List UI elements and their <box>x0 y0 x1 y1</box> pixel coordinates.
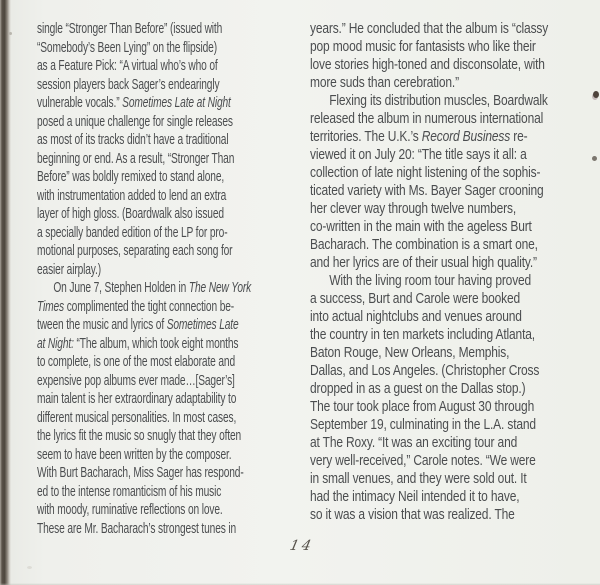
text-line <box>310 470 598 488</box>
text-line <box>37 242 295 261</box>
text-column-left <box>37 20 295 538</box>
text-segment: Flexing its distribution muscles, Boardwalk <box>329 92 548 109</box>
text-segment: tween the music and lyrics of <box>37 316 167 333</box>
italic-text-segment: at Night: <box>37 334 74 352</box>
text-segment: and her lyrics are of their usual high quality.” <box>310 254 537 271</box>
text-line <box>310 416 598 434</box>
text-line <box>37 261 295 280</box>
text-segment: September 19, culminating in the L.A. stand <box>310 416 536 433</box>
text-segment: layer of high gloss. (Boardwalk also issued <box>37 205 224 222</box>
text-line <box>310 146 598 164</box>
text-segment: complimented the tight connection be- <box>63 297 235 315</box>
text-segment: years.” He concluded that the album is “classy <box>310 20 549 37</box>
text-segment: viewed it on July 20: “The title says it all: a <box>310 146 527 163</box>
text-segment: seem to have been written by the composer. <box>37 445 232 463</box>
text-line <box>310 218 598 236</box>
text-line <box>310 182 598 200</box>
text-line <box>37 20 295 39</box>
text-line <box>310 362 598 380</box>
text-line <box>37 372 295 391</box>
text-segment: These are Mr. Bacharach’s strongest tunes in <box>37 519 237 537</box>
text-segment: a success, Burt and Carole were booked <box>310 290 521 307</box>
text-line <box>310 20 598 38</box>
text-line <box>310 326 598 344</box>
text-segment: easier airplay.) <box>37 260 101 278</box>
text-line <box>37 57 295 76</box>
text-segment: territories. The U.K.’s <box>310 128 422 145</box>
text-line <box>310 110 598 128</box>
text-segment: On June 7, Stephen Holden in <box>53 279 189 296</box>
text-segment: The tour took place from August 30 through <box>310 398 535 415</box>
text-line <box>310 38 598 56</box>
text-segment: Before” was boldly remixed to stand alone, <box>37 168 225 185</box>
text-segment: main talent is her extraordinary adaptability to <box>37 390 237 407</box>
text-line <box>310 254 598 272</box>
text-segment: ed to the intense romanticism of his music <box>37 482 222 500</box>
text-line <box>37 224 295 243</box>
text-segment: as a Feature Pick: “A virtual who’s who of <box>37 57 218 74</box>
text-segment: with instrumentation added to lend an extra <box>37 186 227 204</box>
text-segment: had the intimacy Neil intended it to have, <box>310 488 520 505</box>
text-segment: posed a unique challenge for single releases <box>37 112 233 130</box>
text-segment: with moody, ruminative reflections on love. <box>37 501 223 518</box>
page-number: 14 <box>288 538 316 554</box>
page-spine-shadow <box>0 0 11 585</box>
text-line <box>310 434 598 452</box>
text-segment: at The Roxy. “It was an exciting tour and <box>310 434 518 451</box>
scan-speck <box>592 156 597 161</box>
text-segment: expensive pop albums ever made…[Sager’s] <box>37 371 235 389</box>
text-line <box>37 113 295 132</box>
text-line <box>310 290 598 308</box>
text-segment: Bacharach. The combination is a smart one, <box>310 236 538 253</box>
text-line <box>310 74 598 92</box>
text-line <box>310 398 598 416</box>
text-segment: collection of late night listening of the sophis- <box>310 164 541 181</box>
text-segment: vulnerable vocals.” <box>37 94 123 111</box>
text-line <box>310 380 598 398</box>
text-segment: love stories high-toned and disconsolate, with <box>310 56 545 73</box>
text-segment: to complete, is one of the most elaborate and <box>37 353 236 370</box>
text-line <box>37 279 295 298</box>
text-segment: more suds than cerebration.” <box>310 74 459 91</box>
text-segment: re- <box>510 128 528 145</box>
text-segment: the lyrics fit the music so snugly that they often <box>37 427 242 444</box>
italic-text-segment: Times <box>37 297 64 315</box>
text-segment: With the living room tour having proved <box>329 272 532 289</box>
text-line <box>37 205 295 224</box>
text-segment: pop mood music for fantasists who like their <box>310 38 536 55</box>
text-segment: “Somebody’s Been Lying” on the flipside) <box>37 38 217 56</box>
text-line <box>310 272 598 290</box>
text-line <box>37 409 295 428</box>
text-segment: Dallas, and Los Angeles. (Christopher Cross <box>310 362 540 379</box>
text-segment: With Burt Bacharach, Miss Sager has respond- <box>37 464 244 481</box>
text-segment: the country in ten markets including Atlanta, <box>310 326 535 343</box>
text-line <box>37 446 295 465</box>
text-line <box>37 76 295 95</box>
scan-speck <box>593 91 599 98</box>
text-segment: different musical personalities. In most cases, <box>37 408 237 426</box>
text-segment: very well-received,” Carole notes. “We were <box>310 452 536 469</box>
text-line <box>37 335 295 354</box>
text-segment: single “Stronger Than Before” (issued with <box>37 20 223 37</box>
text-segment: a specially banded edition of the LP for pro- <box>37 223 228 241</box>
text-line <box>37 150 295 169</box>
text-line <box>310 164 598 182</box>
text-line <box>37 464 295 483</box>
text-segment: beginning or end. As a result, “Stronger Than <box>37 149 235 167</box>
text-segment: “The album, which took eight months <box>73 334 239 352</box>
text-segment: dropped in as a guest on the Dallas stop.) <box>310 380 526 397</box>
text-line <box>310 344 598 362</box>
text-segment: Baton Rouge, New Orleans, Memphis, <box>310 344 510 361</box>
text-column-right <box>310 20 598 524</box>
text-segment: ticated variety with Ms. Bayer Sager crooning <box>310 182 544 199</box>
italic-text-segment: Sometimes Late at Night <box>122 94 231 111</box>
text-line <box>310 92 598 110</box>
text-line <box>37 298 295 317</box>
text-line <box>310 236 598 254</box>
scan-speck <box>27 566 32 569</box>
italic-text-segment: The New York <box>188 279 252 296</box>
italic-text-segment: Sometimes Late <box>166 316 239 333</box>
text-line <box>310 56 598 74</box>
text-segment: so it was a vision that was realized. The <box>310 506 515 523</box>
text-segment: motional purposes, separating each song for <box>37 242 233 259</box>
text-line <box>310 200 598 218</box>
text-line <box>37 131 295 150</box>
text-line <box>37 501 295 520</box>
text-segment: session players back Sager’s endearingly <box>37 75 220 93</box>
text-segment: in small venues, and they were sold out. It <box>310 470 527 487</box>
text-line <box>310 128 598 146</box>
text-line <box>37 427 295 446</box>
text-line <box>37 187 295 206</box>
text-segment: her clever way through twelve numbers, <box>310 200 517 217</box>
text-line <box>37 520 295 539</box>
italic-text-segment: Record Business <box>421 128 511 145</box>
text-line <box>37 390 295 409</box>
text-line <box>310 506 598 524</box>
text-segment: released the album in numerous international <box>310 110 544 127</box>
text-segment: as most of its tracks didn’t have a traditional <box>37 131 229 148</box>
text-line <box>37 316 295 335</box>
text-line <box>37 168 295 187</box>
text-line <box>37 483 295 502</box>
scan-speck <box>9 32 12 35</box>
text-line <box>310 308 598 326</box>
text-segment: co-written in the main with the ageless Burt <box>310 218 532 235</box>
text-line <box>37 94 295 113</box>
text-line <box>37 353 295 372</box>
text-line <box>310 452 598 470</box>
text-segment: into actual nightclubs and venues around <box>310 308 522 325</box>
text-line <box>310 488 598 506</box>
text-line <box>37 39 295 58</box>
